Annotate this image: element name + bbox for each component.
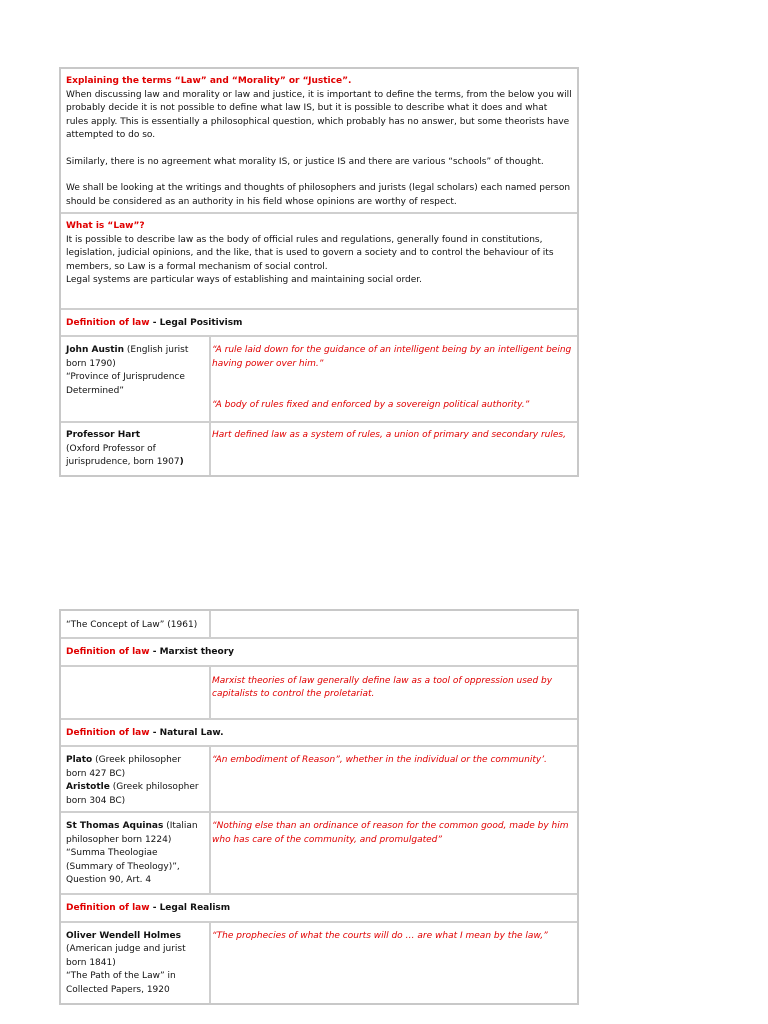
- what-is-law-paragraph-2: Legal systems are particular ways of establishing and maintaining social order.: [66, 275, 422, 285]
- hart-quote: Hart defined law as a system of rules, a union of primary and secondary rules,: [212, 430, 566, 440]
- austin-cell: [61, 337, 211, 421]
- marxist-empty-cell: [61, 667, 211, 718]
- holmes-name: Oliver Wendell Holmes: [66, 930, 181, 941]
- concept-cell: [61, 611, 211, 637]
- natural-heading-cell: [61, 720, 577, 746]
- austin-work: “Province of Jurisprudence Determined”: [66, 372, 185, 396]
- intro-paragraph-3: We shall be looking at the writings and thoughts of philosophers and jurists (legal scholars) each named person should be considered as an authority in his field whose opinions are worthy of respect.: [66, 183, 571, 207]
- table-page-2: [59, 609, 579, 1005]
- positivism-heading-cell: [61, 310, 577, 336]
- intro-row: [61, 69, 577, 214]
- intro-cell: [61, 69, 577, 212]
- definition-label: Definition of law: [66, 903, 150, 913]
- marxist-heading: - Marxist theory: [149, 647, 235, 657]
- hart-cell: [61, 423, 211, 475]
- plato-row: [61, 747, 577, 813]
- plato-quote: “An embodiment of Reason”, whether in the individual or the community’.: [212, 755, 547, 765]
- holmes-detail: (American judge and jurist born 1841): [66, 944, 186, 968]
- aristotle-name: Aristotle: [66, 782, 110, 792]
- austin-quote-1: “A rule laid down for the guidance of an intelligent being by an intelligent being having power over him.”: [212, 345, 572, 369]
- concept-empty-cell: [211, 611, 577, 637]
- plato-name: Plato: [66, 755, 93, 765]
- table-page-1: [59, 67, 579, 477]
- what-is-law-cell: [61, 214, 577, 308]
- aquinas-quote: “Nothing else than an ordinance of reason for the common good, made by him who has care of the community, and promulgated”: [212, 821, 569, 845]
- positivism-heading: - Legal Positivism: [149, 317, 243, 328]
- aquinas-detail: (Italian philosopher born 1224): [66, 821, 198, 845]
- austin-row: [61, 337, 577, 423]
- intro-paragraph-1: When discussing law and morality or law and justice, it is important to define the terms, from the below you will probably decide it is not possible to define what law IS, but it is possible to describe what it does and what rules apply. This is essentially a philosophical question, which probably has no answer, but some theorists have attempted to do so.: [66, 89, 572, 140]
- aquinas-quote-cell: [211, 813, 577, 893]
- concept-row: [61, 611, 577, 639]
- hart-detail: (Oxford Professor of jurisprudence, born 1907: [66, 443, 180, 467]
- natural-heading: - Natural Law.: [149, 727, 224, 738]
- holmes-row: [61, 923, 577, 1003]
- plato-cell: [61, 747, 211, 811]
- what-is-law-paragraph-1: It is possible to describe law as the body of official rules and regulations, generally found in constitutions, legislation, judicial opinions, and the like, that is used to govern a society and to control the behaviour of its members, so Law is a formal mechanism of social control.: [66, 234, 554, 272]
- plato-detail: (Greek philosopher born 427 BC): [66, 755, 182, 779]
- austin-detail: (English jurist born 1790): [66, 345, 189, 369]
- realism-heading-row: [61, 895, 577, 923]
- positivism-heading-row: [61, 310, 577, 338]
- definition-label: Definition of law: [66, 727, 150, 738]
- hart-quote-cell: [211, 423, 577, 475]
- what-is-law-row: [61, 214, 577, 310]
- marxist-quote: Marxist theories of law generally define law as a tool of oppression used by capitalists to control the proletariat.: [212, 675, 553, 699]
- austin-quote-cell: [211, 337, 577, 421]
- definition-label: Definition of law: [66, 317, 150, 328]
- natural-heading-row: [61, 720, 577, 748]
- section-heading-law-morality: Explaining the terms “Law” and “Morality” or “Justice”.: [66, 76, 352, 86]
- aquinas-cell: [61, 813, 211, 893]
- marxist-row: [61, 667, 577, 720]
- austin-name: John Austin: [66, 345, 125, 355]
- holmes-cell: [61, 923, 211, 1003]
- definition-label: Definition of law: [66, 647, 150, 657]
- realism-heading: - Legal Realism: [149, 903, 231, 913]
- aquinas-row: [61, 813, 577, 895]
- plato-quote-cell: [211, 747, 577, 811]
- hart-name: Professor Hart: [66, 430, 141, 440]
- aristotle-detail: (Greek philosopher born 304 BC): [66, 782, 199, 806]
- austin-quote-2: “A body of rules fixed and enforced by a sovereign political authority.”: [212, 400, 530, 410]
- aquinas-work: “Summa Theologiae (Summary of Theology)”, Question 90, Art. 4: [66, 848, 180, 885]
- holmes-quote: “The prophecies of what the courts will do … are what I mean by the law,”: [212, 930, 548, 941]
- hart-row: [61, 423, 577, 475]
- marxist-quote-cell: [211, 667, 577, 718]
- holmes-work: “The Path of the Law” in Collected Papers, 1920: [66, 971, 176, 995]
- holmes-quote-cell: [211, 923, 577, 1003]
- aquinas-name: St Thomas Aquinas: [66, 821, 164, 831]
- realism-heading-cell: [61, 895, 577, 921]
- marxist-heading-row: [61, 639, 577, 667]
- marxist-heading-cell: [61, 639, 577, 665]
- section-heading-what-is-law: What is “Law”?: [66, 221, 145, 231]
- intro-paragraph-2: Similarly, there is no agreement what morality IS, or justice IS and there are various “schools” of thought.: [66, 156, 544, 167]
- hart-detail-close: ): [179, 457, 184, 467]
- concept-of-law-title: “The Concept of Law” (1961): [66, 620, 198, 630]
